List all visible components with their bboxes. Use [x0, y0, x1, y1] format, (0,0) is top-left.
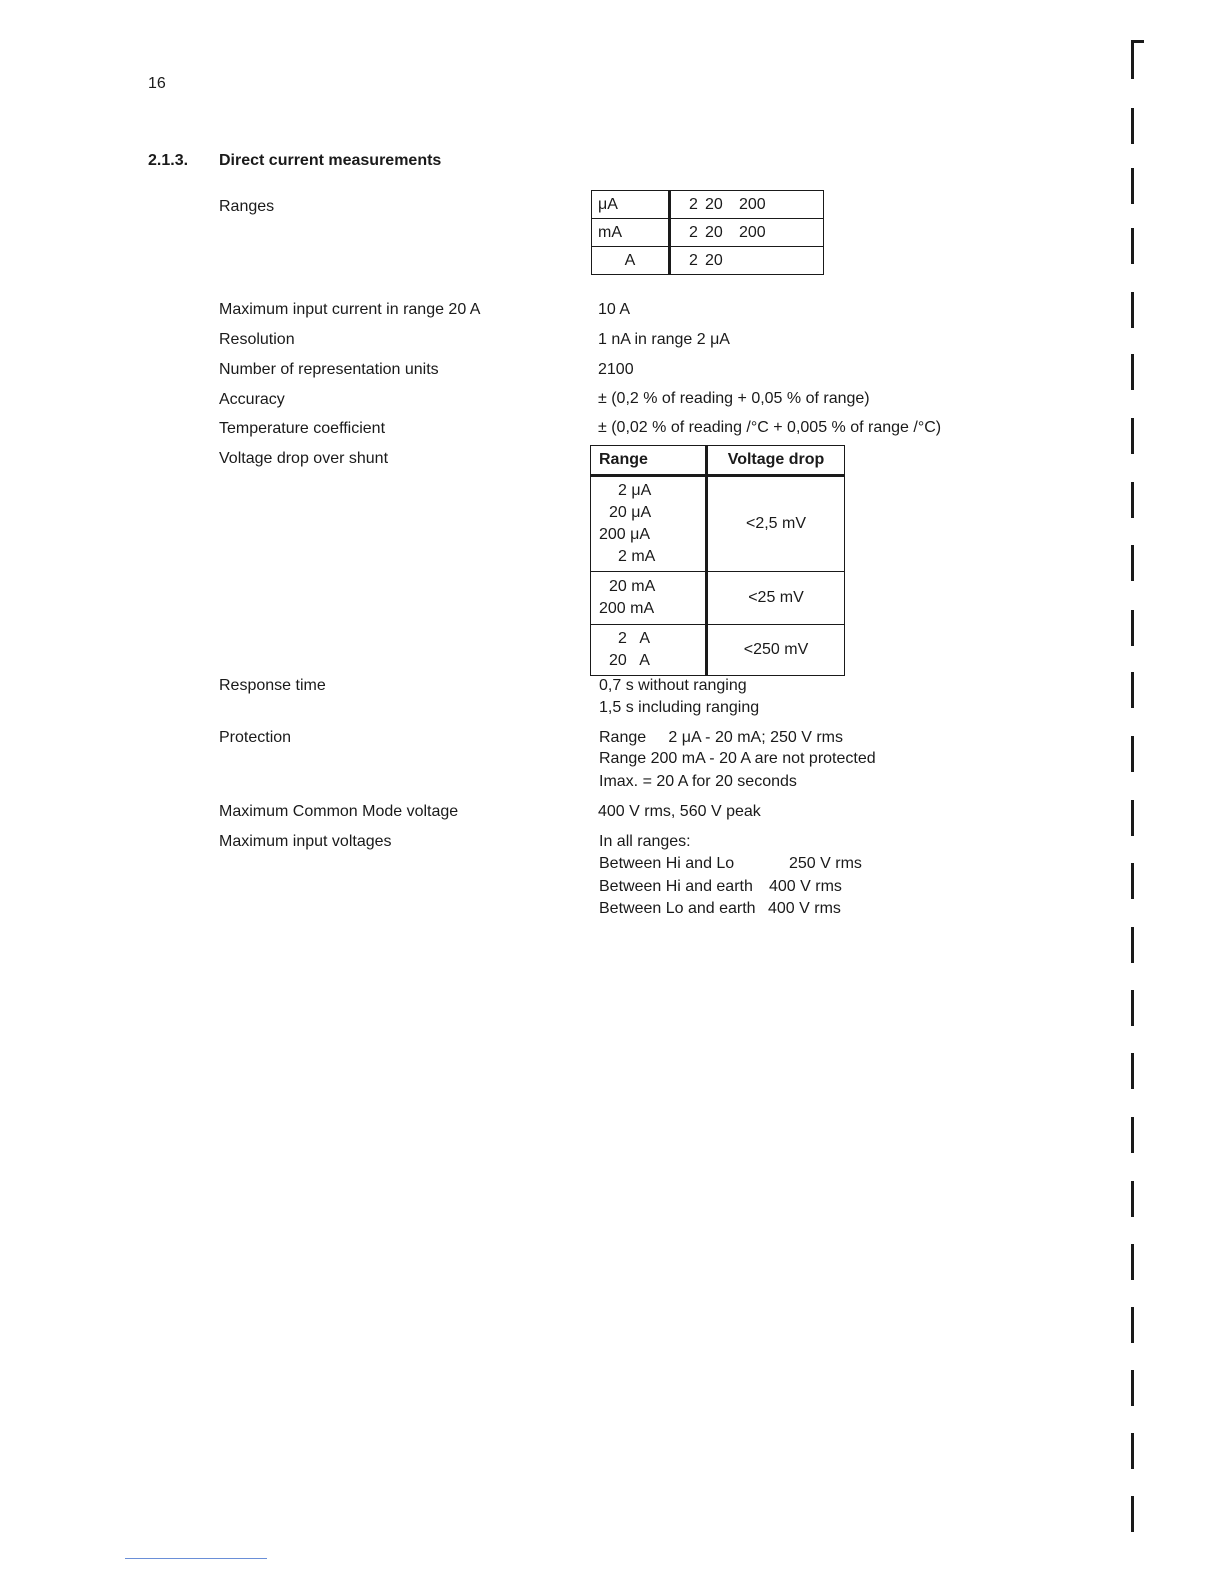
- binding-mark: [1131, 1433, 1134, 1469]
- section-title: Direct current measurements: [219, 152, 442, 169]
- protection-label: Protection: [219, 729, 292, 746]
- resolution-label: Resolution: [219, 331, 295, 348]
- resolution-value: 1 nA in range 2 μA: [598, 331, 730, 348]
- response-time-line: 0,7 s without ranging: [599, 677, 747, 694]
- range-value: 20: [705, 251, 723, 269]
- common-mode-value: 400 V rms, 560 V peak: [598, 803, 761, 820]
- range-value: 2: [689, 223, 698, 241]
- accuracy-label: Accuracy: [219, 391, 285, 408]
- range-item: 20 mA: [609, 578, 656, 595]
- binding-mark: [1131, 1307, 1134, 1343]
- table-row: [592, 247, 824, 275]
- range-unit: A: [592, 247, 670, 275]
- binding-mark: [1131, 1181, 1134, 1217]
- between-value: 400 V rms: [769, 878, 842, 895]
- max-input-voltages-label: Maximum input voltages: [219, 833, 392, 850]
- header-voltage-drop: Voltage drop: [707, 446, 845, 476]
- binding-mark: [1131, 800, 1134, 836]
- voltage-drop-label: Voltage drop over shunt: [219, 450, 389, 467]
- response-time-line: 1,5 s including ranging: [599, 699, 760, 716]
- drop-cell: <25 mV: [707, 572, 845, 625]
- range-item: 2 mA: [618, 548, 656, 565]
- range-item: 200 μA: [599, 526, 651, 543]
- binding-mark: [1131, 1370, 1134, 1406]
- binding-mark: [1131, 418, 1134, 454]
- range-item: 20 A: [609, 652, 650, 669]
- range-values: [670, 191, 824, 219]
- range-cell: [591, 476, 707, 572]
- binding-mark: [1131, 927, 1134, 963]
- table-header-row: [591, 446, 845, 476]
- binding-mark: [1131, 228, 1134, 264]
- header-range: Range: [591, 446, 707, 476]
- voltage-drop-table: [590, 445, 845, 676]
- table-row: [591, 572, 845, 625]
- range-item: 20 μA: [609, 504, 652, 521]
- binding-mark: [1131, 168, 1134, 204]
- table-row: [591, 476, 845, 572]
- range-cell: [591, 625, 707, 676]
- protection-line: Imax. = 20 A for 20 seconds: [599, 773, 797, 790]
- range-values: [670, 219, 824, 247]
- between-value: 250 V rms: [789, 855, 862, 872]
- range-value: 200: [739, 195, 766, 213]
- max-input-current-value: 10 A: [598, 301, 631, 318]
- range-unit: μA: [592, 191, 670, 219]
- between-label: Between Hi and Lo: [599, 855, 735, 872]
- range-value: 2: [689, 251, 698, 269]
- binding-mark: [1131, 354, 1134, 390]
- binding-mark: [1131, 545, 1134, 581]
- binding-mark: [1131, 610, 1134, 646]
- range-unit: mA: [592, 219, 670, 247]
- temp-coeff-value: ± (0,02 % of reading /°C + 0,005 % of range /°C): [598, 419, 942, 436]
- binding-mark: [1131, 1117, 1134, 1153]
- binding-mark: [1131, 736, 1134, 772]
- protection-line: Range 200 mA - 20 A are not protected: [599, 750, 876, 767]
- range-value: 20: [705, 195, 723, 213]
- table-row: [591, 625, 845, 676]
- range-item: 200 mA: [599, 600, 655, 617]
- units-value: 2100: [598, 361, 634, 378]
- binding-mark: [1131, 482, 1134, 518]
- binding-mark: [1131, 672, 1134, 708]
- response-time-label: Response time: [219, 677, 326, 694]
- range-item: 2 μA: [618, 482, 652, 499]
- page-number: 16: [148, 75, 166, 92]
- between-label: Between Lo and earth: [599, 900, 756, 917]
- max-input-current-label: Maximum input current in range 20 A: [219, 301, 481, 318]
- range-value: 20: [705, 223, 723, 241]
- section-number: 2.1.3.: [148, 152, 189, 169]
- range-item: 2 A: [618, 630, 651, 647]
- range-value: 200: [739, 223, 766, 241]
- ranges-table: [591, 190, 824, 275]
- table-row: [592, 219, 824, 247]
- temp-coeff-label: Temperature coefficient: [219, 420, 386, 437]
- units-label: Number of representation units: [219, 361, 439, 378]
- range-values: [670, 247, 824, 275]
- binding-mark: [1131, 1496, 1134, 1532]
- range-value: 2: [689, 195, 698, 213]
- between-value: 400 V rms: [768, 900, 841, 917]
- max-input-voltages-intro: In all ranges:: [599, 833, 691, 850]
- accuracy-value: ± (0,2 % of reading + 0,05 % of range): [598, 390, 870, 407]
- drop-cell: <250 mV: [707, 625, 845, 676]
- table-row: [592, 191, 824, 219]
- binding-mark: [1131, 990, 1134, 1026]
- binding-mark: [1131, 1244, 1134, 1280]
- binding-mark: [1131, 108, 1134, 144]
- common-mode-label: Maximum Common Mode voltage: [219, 803, 459, 820]
- binding-mark: [1131, 40, 1144, 79]
- binding-mark: [1131, 292, 1134, 328]
- ranges-label: Ranges: [219, 198, 275, 215]
- bottom-rule: [125, 1558, 267, 1559]
- binding-mark: [1131, 863, 1134, 899]
- drop-cell: <2,5 mV: [707, 476, 845, 572]
- binding-mark: [1131, 1053, 1134, 1089]
- protection-line: Range 2 μA - 20 mA; 250 V rms: [599, 729, 843, 746]
- range-cell: [591, 572, 707, 625]
- between-label: Between Hi and earth: [599, 878, 753, 895]
